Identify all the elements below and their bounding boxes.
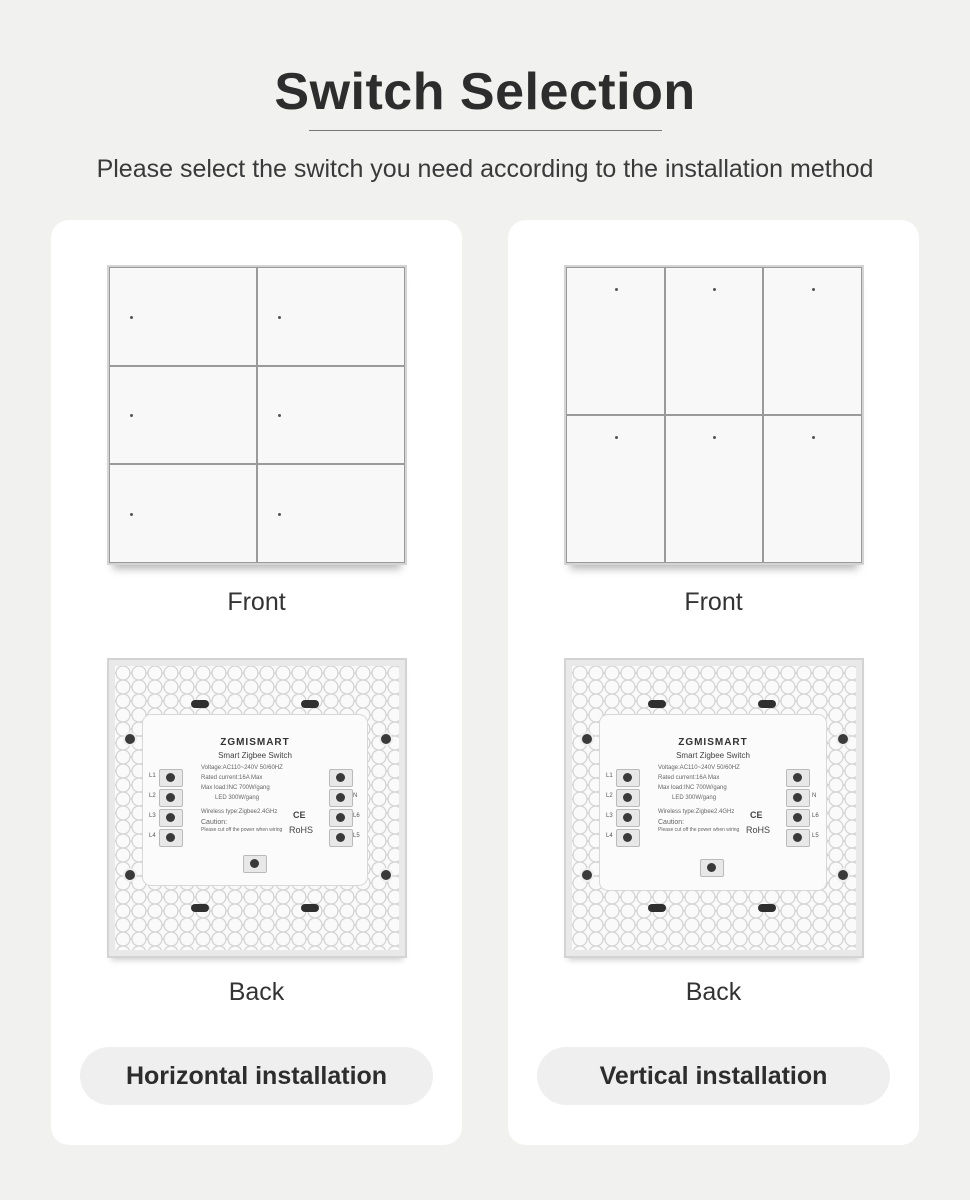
terminal-label: L6 xyxy=(353,813,360,819)
terminal-screw xyxy=(700,859,724,877)
title-divider xyxy=(309,130,662,131)
mounting-slot xyxy=(301,700,319,708)
switch-key xyxy=(109,464,257,563)
terminal-screw xyxy=(786,829,810,847)
mounting-slot xyxy=(648,700,666,708)
switch-key xyxy=(257,366,405,464)
ce-mark: CE xyxy=(293,810,306,820)
screw-hole xyxy=(379,868,393,882)
spec-line: Rated current:16A Max xyxy=(658,775,720,781)
caution-title: Caution: xyxy=(658,819,685,826)
indicator-dot xyxy=(130,414,133,417)
caution-text: Please cut off the power when wiring xyxy=(201,827,283,833)
indicator-dot xyxy=(812,288,815,291)
terminal-label: L1 xyxy=(149,773,156,779)
brand-logo: ZGMISMART xyxy=(220,737,290,748)
product-name: Smart Zigbee Switch xyxy=(218,751,292,760)
page-subtitle: Please select the switch you need according to the installation method xyxy=(96,155,874,183)
ce-mark: CE xyxy=(750,810,763,820)
switch-back-image xyxy=(107,658,407,958)
terminal-label: L5 xyxy=(353,833,360,839)
terminal-label: L3 xyxy=(606,813,613,819)
terminal-screw xyxy=(616,829,640,847)
mounting-slot xyxy=(191,904,209,912)
page-title: Switch Selection xyxy=(274,63,696,121)
terminal-screw xyxy=(616,809,640,827)
indicator-dot xyxy=(278,316,281,319)
spec-line: Max load:INC 700W/gang xyxy=(658,785,727,791)
switch-key xyxy=(109,267,257,366)
switch-key xyxy=(665,415,763,563)
terminal-screw xyxy=(786,769,810,787)
indicator-dot xyxy=(615,436,618,439)
indicator-dot xyxy=(812,436,815,439)
terminal-label: L6 xyxy=(812,813,819,819)
spec-line: Wireless type:Zigbee2.4GHz xyxy=(201,809,278,815)
vertical-option-card xyxy=(508,220,919,1145)
terminal-screw xyxy=(329,829,353,847)
mounting-slot xyxy=(758,904,776,912)
terminal-screw xyxy=(786,809,810,827)
terminal-label: L3 xyxy=(149,813,156,819)
switch-key xyxy=(665,267,763,415)
horizontal-installation-button[interactable]: Horizontal installation xyxy=(80,1047,433,1105)
terminal-screw xyxy=(243,855,267,873)
back-label: Back xyxy=(228,978,285,1006)
spec-line: Voltage:AC110~240V 50/60HZ xyxy=(201,765,283,771)
screw-hole xyxy=(580,868,594,882)
switch-key xyxy=(257,267,405,366)
terminal-screw xyxy=(159,809,183,827)
terminal-screw xyxy=(159,829,183,847)
spec-line: Max load:INC 700W/gang xyxy=(201,785,270,791)
mounting-slot xyxy=(648,904,666,912)
terminal-screw xyxy=(329,809,353,827)
horizontal-option-card xyxy=(51,220,462,1145)
switch-key xyxy=(566,267,665,415)
screw-hole xyxy=(123,732,137,746)
terminal-label: N xyxy=(812,793,817,799)
switch-key xyxy=(257,464,405,563)
switch-key xyxy=(566,415,665,563)
terminal-label: L2 xyxy=(149,793,156,799)
back-label: Back xyxy=(685,978,742,1006)
switch-back-image xyxy=(564,658,864,958)
screw-hole xyxy=(379,732,393,746)
switch-key xyxy=(109,366,257,464)
terminal-screw xyxy=(159,789,183,807)
indicator-dot xyxy=(713,288,716,291)
screw-hole xyxy=(836,732,850,746)
indicator-dot xyxy=(615,288,618,291)
spec-line: LED 300W/gang xyxy=(672,795,717,801)
spec-line: Wireless type:Zigbee2.4GHz xyxy=(658,809,735,815)
mounting-slot xyxy=(301,904,319,912)
indicator-dot xyxy=(130,316,133,319)
terminal-label: L4 xyxy=(606,833,613,839)
caution-title: Caution: xyxy=(201,819,228,826)
mounting-slot xyxy=(191,700,209,708)
vertical-installation-button[interactable]: Vertical installation xyxy=(537,1047,890,1105)
screw-hole xyxy=(836,868,850,882)
terminal-screw xyxy=(329,789,353,807)
switch-front-image xyxy=(107,265,407,565)
terminal-screw xyxy=(616,769,640,787)
switch-key xyxy=(763,267,862,415)
terminal-label: L1 xyxy=(606,773,613,779)
rohs-mark: RoHS xyxy=(746,825,771,835)
spec-line: Rated current:16A Max xyxy=(201,775,263,781)
terminal-screw xyxy=(329,769,353,787)
indicator-dot xyxy=(130,513,133,516)
switch-key xyxy=(763,415,862,563)
spec-line: LED 300W/gang xyxy=(215,795,260,801)
terminal-screw xyxy=(786,789,810,807)
spec-line: Voltage:AC110~240V 50/60HZ xyxy=(658,765,740,771)
mounting-slot xyxy=(758,700,776,708)
terminal-label: N xyxy=(353,793,358,799)
product-name: Smart Zigbee Switch xyxy=(676,751,750,760)
zigbee-module xyxy=(600,715,826,890)
indicator-dot xyxy=(278,513,281,516)
indicator-dot xyxy=(278,414,281,417)
caution-text: Please cut off the power when wiring xyxy=(658,827,740,833)
screw-hole xyxy=(123,868,137,882)
terminal-screw xyxy=(159,769,183,787)
front-label: Front xyxy=(227,588,286,616)
terminal-screw xyxy=(616,789,640,807)
zigbee-module xyxy=(143,715,367,885)
front-label: Front xyxy=(684,588,743,616)
switch-front-image xyxy=(564,265,864,565)
brand-logo: ZGMISMART xyxy=(678,737,748,748)
screw-hole xyxy=(580,732,594,746)
indicator-dot xyxy=(713,436,716,439)
rohs-mark: RoHS xyxy=(289,825,314,835)
terminal-label: L2 xyxy=(606,793,613,799)
terminal-label: L4 xyxy=(149,833,156,839)
terminal-label: L5 xyxy=(812,833,819,839)
